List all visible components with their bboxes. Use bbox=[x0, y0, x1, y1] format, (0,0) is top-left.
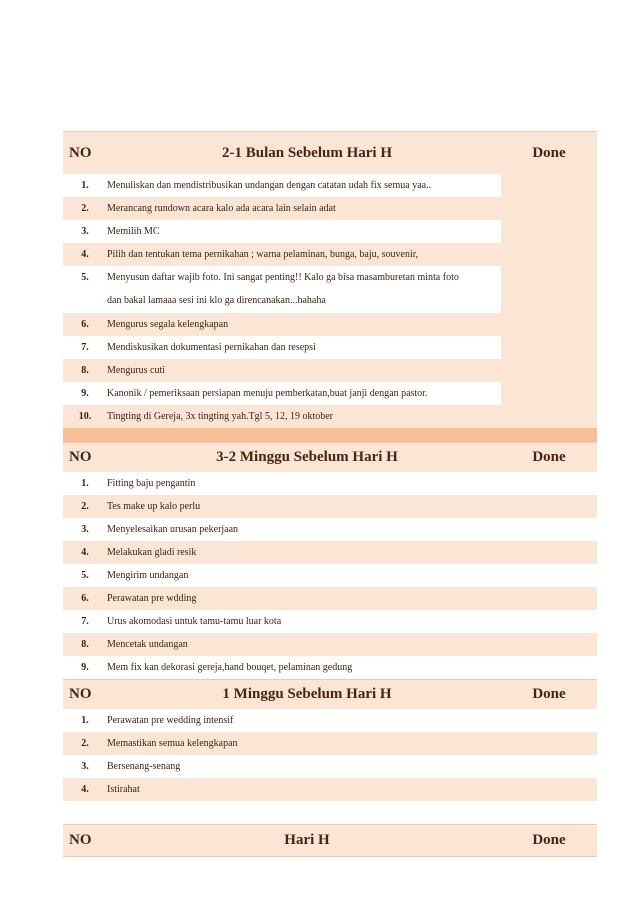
done-checkbox-cell[interactable] bbox=[501, 755, 597, 778]
row-number: 10. bbox=[78, 411, 92, 422]
row-number: 8. bbox=[81, 365, 89, 376]
table-row bbox=[63, 778, 597, 801]
task-text: Mencetak undangan bbox=[107, 639, 188, 650]
section-title: Hari H bbox=[284, 832, 330, 848]
row-number: 2. bbox=[81, 738, 89, 749]
row-number: 3. bbox=[81, 226, 89, 237]
no-column-header: NO bbox=[69, 449, 92, 465]
row-number: 6. bbox=[81, 319, 89, 330]
table-row bbox=[63, 564, 597, 587]
table-row bbox=[63, 359, 501, 382]
table-row bbox=[63, 197, 501, 220]
no-column-header: NO bbox=[69, 144, 92, 161]
row-number: 8. bbox=[81, 639, 89, 650]
task-text: Tingting di Gereja, 3x tingting yah.Tgl 5, 12, 19 oktober bbox=[107, 411, 334, 422]
table-row bbox=[63, 587, 597, 610]
task-text: Memilih MC bbox=[107, 226, 160, 237]
table-row bbox=[63, 709, 597, 732]
table-row bbox=[63, 495, 597, 518]
done-column-header: Done bbox=[532, 449, 566, 465]
row-number: 7. bbox=[81, 616, 89, 627]
table-row bbox=[63, 313, 501, 336]
table-row bbox=[63, 336, 501, 359]
section-title: 1 Minggu Sebelum Hari H bbox=[222, 686, 392, 702]
task-text: Tes make up kalo perlu bbox=[107, 501, 201, 512]
task-text: Melakukan gladi resik bbox=[107, 547, 197, 558]
section-header bbox=[63, 131, 597, 174]
row-number: 1. bbox=[81, 478, 89, 489]
table-row bbox=[63, 243, 501, 266]
done-column-header: Done bbox=[532, 144, 566, 161]
done-checkbox-cell[interactable] bbox=[501, 709, 597, 732]
no-column-header: NO bbox=[69, 832, 92, 848]
done-checkbox-cell[interactable] bbox=[501, 610, 597, 633]
row-number: 6. bbox=[81, 593, 89, 604]
row-number: 3. bbox=[81, 761, 89, 772]
task-text: Mengirim undangan bbox=[107, 570, 189, 581]
done-column-header: Done bbox=[532, 832, 566, 848]
done-checkbox-cell[interactable] bbox=[501, 518, 597, 541]
task-text: Fitting baju pengantin bbox=[107, 478, 196, 489]
done-checkbox-cell[interactable] bbox=[501, 541, 597, 564]
table-row bbox=[63, 382, 501, 405]
done-checkbox-cell[interactable] bbox=[501, 656, 597, 679]
table-row bbox=[63, 518, 597, 541]
done-checkbox-cell[interactable] bbox=[501, 564, 597, 587]
task-text: Menyusun daftar wajib foto. Ini sangat penting!! Kalo ga bisa masamburetan minta foto bbox=[107, 272, 459, 283]
checklist-table bbox=[63, 131, 597, 857]
task-text: Perawatan pre wedding intensif bbox=[107, 715, 234, 726]
row-number: 3. bbox=[81, 524, 89, 535]
done-column-header: Done bbox=[532, 686, 566, 702]
section-header bbox=[63, 442, 597, 472]
table-row bbox=[63, 541, 597, 564]
table-row bbox=[63, 656, 597, 679]
row-number: 4. bbox=[81, 249, 89, 260]
row-number: 2. bbox=[81, 501, 89, 512]
row-number: 7. bbox=[81, 342, 89, 353]
task-text: Istirahat bbox=[107, 784, 140, 795]
done-checkbox-cell[interactable] bbox=[501, 633, 597, 656]
task-text: Merancang rundown acara kalo ada acara lain selain adat bbox=[107, 203, 336, 214]
table-row bbox=[63, 174, 501, 197]
task-text: Mengurus cuti bbox=[107, 365, 166, 376]
done-column-cell[interactable] bbox=[501, 174, 597, 428]
task-text: Mem fix kan dekorasi gereja,hand bouqet, pelaminan gedung bbox=[107, 662, 353, 673]
section-header bbox=[63, 679, 597, 709]
row-number: 5. bbox=[81, 272, 89, 283]
section-body bbox=[63, 174, 597, 428]
task-text: Mendiskusikan dokumentasi pernikahan dan resepsi bbox=[107, 342, 316, 353]
table-row bbox=[63, 633, 597, 656]
row-number: 4. bbox=[81, 784, 89, 795]
row-number: 1. bbox=[81, 180, 89, 191]
task-text: Menyelesaikan urusan pekerjaan bbox=[107, 524, 239, 535]
task-cell bbox=[107, 266, 501, 313]
task-text: Pilih dan tentukan tema pernikahan ; warna pelaminan, bunga, baju, souvenir, bbox=[107, 249, 419, 260]
table-row bbox=[63, 755, 597, 778]
task-text: Perawatan pre wdding bbox=[107, 593, 197, 604]
table-row bbox=[63, 732, 597, 755]
section-title: 3-2 Minggu Sebelum Hari H bbox=[216, 449, 398, 465]
task-text: Menuliskan dan mendistribusikan undangan dengan catatan udah fix semua yaa.. bbox=[107, 180, 432, 191]
section-header bbox=[63, 824, 597, 857]
section-separator bbox=[63, 428, 597, 442]
task-text: Bersenang-senang bbox=[107, 761, 181, 772]
section-title: 2-1 Bulan Sebelum Hari H bbox=[221, 144, 393, 161]
table-row bbox=[63, 220, 501, 243]
row-number: 4. bbox=[81, 547, 89, 558]
row-number: 1. bbox=[81, 715, 89, 726]
done-checkbox-cell[interactable] bbox=[501, 732, 597, 755]
task-text: Kanonik / pemeriksaan persiapan menuju pemberkatan,buat janji dengan pastor. bbox=[107, 388, 428, 399]
row-number: 9. bbox=[81, 388, 89, 399]
table-row bbox=[63, 405, 501, 428]
done-checkbox-cell[interactable] bbox=[501, 495, 597, 518]
task-text-continued: dan bakal lamaaa sesi ini klo ga direncanakan...hahaha bbox=[107, 295, 326, 306]
row-number: 2. bbox=[81, 203, 89, 214]
task-text: Memastikan semua kelengkapan bbox=[107, 738, 238, 749]
no-column-header: NO bbox=[69, 686, 92, 702]
row-number: 9. bbox=[81, 662, 89, 673]
done-checkbox-cell[interactable] bbox=[501, 472, 597, 495]
table-row bbox=[63, 472, 597, 495]
table-row bbox=[63, 610, 597, 633]
task-text: Urus akomodasi untuk tamu-tamu luar kota bbox=[107, 616, 282, 627]
table-row bbox=[63, 266, 501, 313]
done-checkbox-cell[interactable] bbox=[501, 587, 597, 610]
task-text: Mengurus segala kelengkapan bbox=[107, 319, 229, 330]
row-number: 5. bbox=[81, 570, 89, 581]
done-checkbox-cell[interactable] bbox=[501, 778, 597, 801]
spacer-row bbox=[63, 801, 597, 824]
